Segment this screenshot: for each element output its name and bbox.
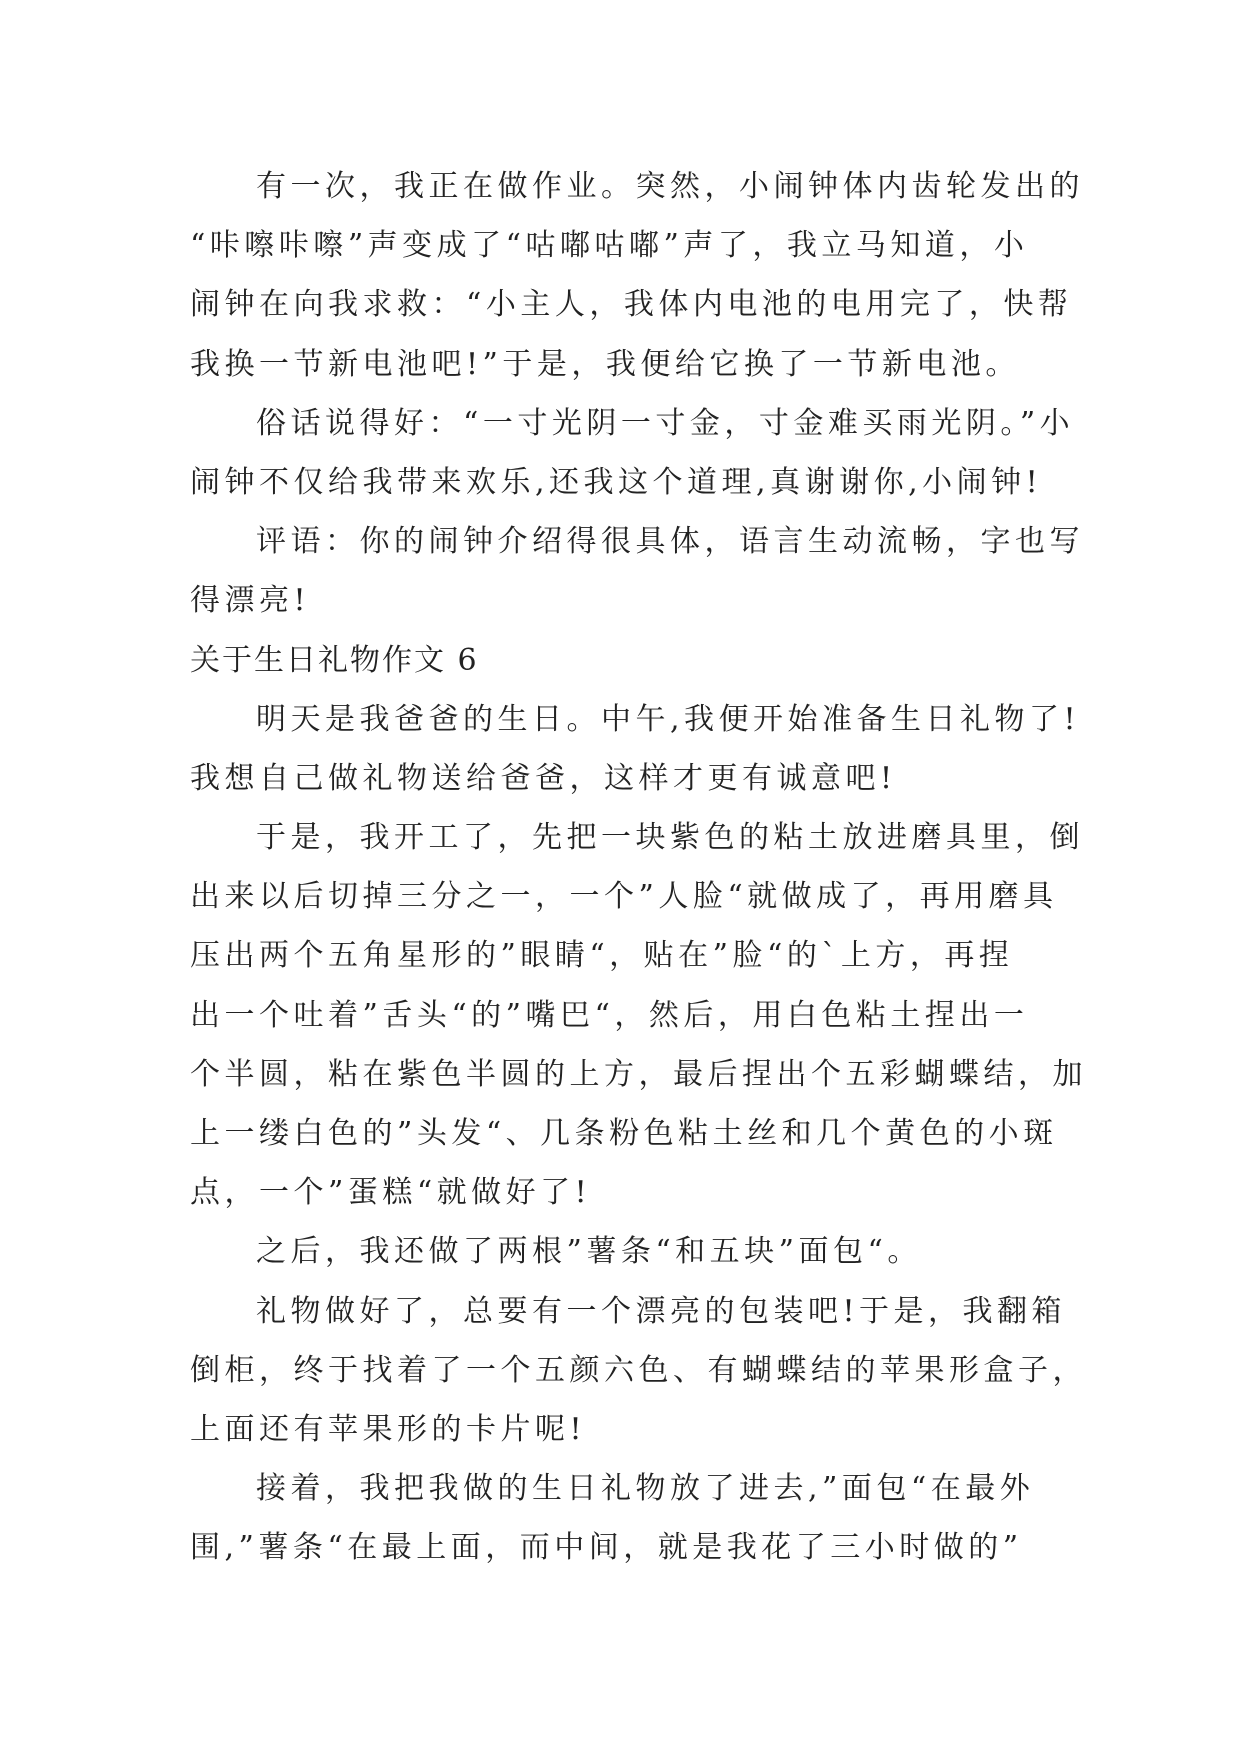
text-line: “咔嚓咔嚓”声变成了“咕嘟咕嘟”声了，我立马知道，小: [190, 228, 1029, 264]
text-line: 点，一个”蛋糕“就做好了!: [190, 1175, 592, 1211]
text-line: 出一个吐着”舌头“的”嘴巴“，然后，用白色粘土捏出一: [190, 997, 1029, 1033]
text-line: 倒柜，终于找着了一个五颜六色、有蝴蝶结的苹果形盒子，: [190, 1352, 1087, 1388]
text-line: 评语：你的闹钟介绍得很具体，语言生动流畅，字也写: [256, 524, 1084, 560]
text-line: 个半圆，粘在紫色半圆的上方，最后捏出个五彩蝴蝶结，加: [190, 1056, 1087, 1092]
text-line: 上面还有苹果形的卡片呢!: [190, 1411, 587, 1447]
text-line: 上一缕白色的”头发“、几条粉色粘土丝和几个黄色的小斑: [190, 1116, 1058, 1151]
text-line: 得漂亮!: [190, 583, 311, 619]
text-line: 有一次，我正在做作业。突然，小闹钟体内齿轮发出的: [256, 169, 1084, 204]
text-line: 接着，我把我做的生日礼物放了进去,”面包“在最外: [256, 1471, 1035, 1507]
text-line: 之后，我还做了两根”薯条“和五块”面包“。: [256, 1234, 922, 1270]
text-line: 闹钟在向我求救：“小主人，我体内电池的电用完了，快帮: [190, 287, 1073, 323]
text-line: 闹钟不仅给我带来欢乐,还我这个道理,真谢谢你,小闹钟!: [190, 464, 1043, 500]
text-line: 我想自己做礼物送给爸爸，这样才更有诚意吧!: [190, 760, 897, 796]
text-line: 于是，我开工了，先把一块紫色的粘土放进磨具里，倒: [256, 820, 1084, 856]
text-line: 压出两个五角星形的”眼睛“，贴在”脸“的`上方，再捏: [190, 938, 1014, 974]
text-line: 俗话说得好：“一寸光阴一寸金，寸金难买雨光阴。”小: [256, 405, 1075, 441]
text-line: 明天是我爸爸的生日。中午,我便开始准备生日礼物了!: [256, 701, 1081, 737]
text-line: 我换一节新电池吧!”于是，我便给它换了一节新电池。: [190, 346, 1020, 382]
text-line: 出来以后切掉三分之一，一个”人脸“就做成了，再用磨具: [190, 879, 1058, 915]
text-line: 礼物做好了，总要有一个漂亮的包装吧!于是，我翻箱: [256, 1293, 1067, 1329]
section-heading: 关于生日礼物作文 6: [190, 642, 479, 678]
text-line: 围,”薯条“在最上面，而中间，就是我花了三小时做的”: [190, 1530, 1023, 1566]
document-body: [190, 157, 1087, 1578]
